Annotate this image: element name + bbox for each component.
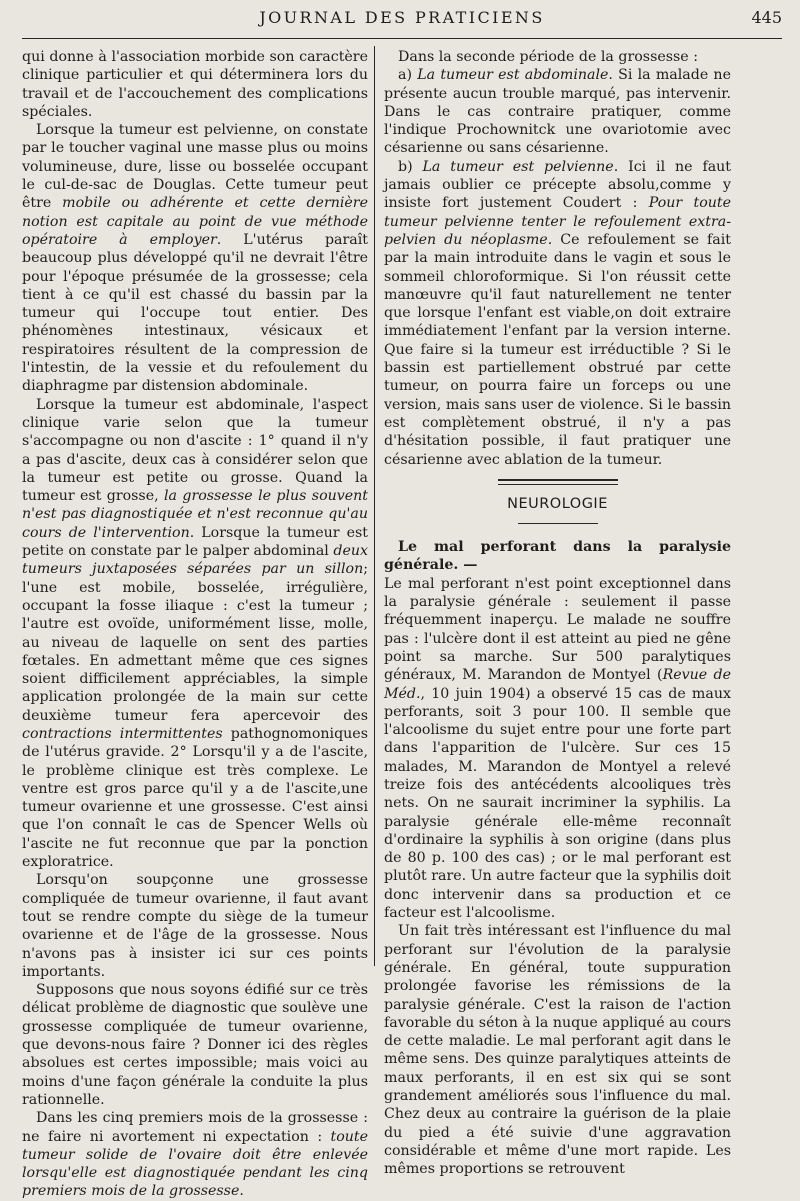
text-run: Dans la seconde période de la grossesse : (398, 49, 698, 65)
italic-text: mobile ou adhérente et cette dernière notion est capitale au point de vue méthode opératoire à employer (22, 195, 368, 248)
text-run: . L'utérus paraît beaucoup plus développé qu'il ne devrait l'être pour l'époque présumée de la grossesse; cela tient à ce qu'il est chassé du bassin par la tumeur qui l'occupe tout entier. Des phénomènes intestinaux, vésicaux et respiratoires résultent de la compression de l'intestin, de la vessie et du refoulement du diaphragme par distension abdominale. (22, 231, 368, 395)
paragraph (384, 48, 731, 66)
paragraph (384, 575, 731, 923)
text-run: . Ce refoulement se fait par la main introduite dans le vagin et sous le sommeil chloroformique. Si l'on réussit cette manœuvre qu'il faut naturellement ne tenter que lorsque l'enfant est viable,on doit extraire immédiatement l'enfant par la version interne. Que faire si la tumeur est irréductible ? Si le bassin est partiellement obstrué par cette tumeur, on pourra faire un forceps ou une version, mais sans user de violence. Si le bassin est complètement obstrué, il n'y a pas d'hésitation possible, il faut pratiquer une césarienne avec ablation de la tumeur. (384, 231, 732, 468)
text-run: Lorsque la tumeur est pelvienne, on constate par le toucher vaginal une masse plus ou moins volumineuse, dure, lisse ou bosselée occupant le cul-de-sac de Douglas. Cette tumeur peut être (22, 122, 368, 212)
column-divider (374, 46, 375, 966)
text-run: . Lorsque la tumeur est petite on constate par le palper abdominal (22, 524, 368, 560)
text-run: . (239, 1183, 244, 1200)
italic-text: toute tumeur solide de l'ovaire doit être enlevée lorsqu'elle est diagnostiquée pendant les cinq premiers mois de la grossesse (22, 1128, 368, 1200)
section-rule-thick (498, 479, 618, 481)
italic-text: la grossesse le plus souvent n'est pas diagnostiquée et n'est reconnue qu'au cours de l'intervention (22, 488, 369, 541)
text-run: qui donne à l'association morbide son caractère clinique particulier et qui déterminera lors du travail et de l'accouchement des complications spéciales. (22, 49, 368, 120)
paragraph (384, 66, 731, 157)
header-rule (22, 38, 782, 39)
italic-text: Pour toute tumeur pelvienne tenter le refoulement extra-pelvien du néoplasme (384, 195, 732, 248)
right-column-top-text (384, 48, 731, 469)
right-column-article-text (384, 575, 731, 1179)
section-title: NEUROLOGIE (507, 495, 608, 512)
text-run: , 10 juin 1904) a observé 15 cas de maux perforants, soit 3 pour 100. Il semble que l'alcoolisme du sujet entre pour une forte part dans l'apparition de l'ulcère. Sur ces 15 malades, M. Marandon de Montyel a relevé treize fois des antécédents alcooliques très nets. On ne saurait incriminer la syphilis. La paralysie générale elle-même reconnaît d'ordinaire la syphilis à son origine (dans plus de 80 p. 100 des cas) ; or le mal perforant est plutôt rare. Un autre facteur que la syphilis doit donc intervenir dans sa production et ce facteur est l'alcoolisme. (384, 685, 731, 922)
text-run: . Si la malade ne présente aucun trouble marqué, pas intervenir. Dans le cas contraire pratiquer, comme l'indique Prochownitck une ovariotomie avec césarienne ou sans césarienne. (384, 67, 731, 157)
paragraph (384, 158, 731, 469)
right-column (384, 48, 731, 1179)
paragraph (22, 396, 368, 872)
paragraph (22, 871, 368, 981)
paragraph (22, 121, 368, 395)
paragraph (22, 48, 368, 121)
journal-title: JOURNAL DES PRATICIENS (259, 8, 545, 27)
text-run: Lorsque la tumeur est abdominale, l'aspect clinique varie selon que la tumeur s'accompagne ou non d'ascite : 1° quand il n'y a pas d'ascite, deux cas à considérer selon que la tumeur est petite ou grosse. Quand la tumeur est grosse, (22, 396, 368, 505)
text-run: . Ici il ne faut jamais oublier ce précepte absolu,comme y insiste fort justement Coudert : (384, 158, 731, 212)
section-rule-short (518, 523, 598, 524)
text-run: b) (398, 158, 423, 175)
page-number: 445 (751, 8, 782, 27)
text-run: Le mal perforant n'est point exceptionnel dans la paralysie générale : seulement il passe fréquemment inaperçu. Le malade ne souffre pas : l'ulcère dont il est atteint au pied ne gêne point sa marche. Sur 500 paralytiques généraux, M. Marandon de Montyel ( (384, 575, 731, 684)
text-run: Dans les cinq premiers mois de la grossesse : ne faire ni avortement ni expectation : (22, 1110, 368, 1145)
section-rule-thin (498, 484, 618, 485)
italic-text: La tumeur est pelvienne (422, 158, 614, 175)
italic-text: deux tumeurs juxtaposées séparées par un sillon (22, 543, 368, 578)
italic-text: Revue de Méd. (384, 667, 731, 702)
article-title: Le mal perforant dans la paralysie générale. — (384, 539, 731, 574)
text-run: Supposons que nous soyons édifié sur ce très délicat problème de diagnostic que soulève une grossesse compliquée de tumeur ovarienne, que devons-nous faire ? Donner ici des règles absolues est certes impossible; mais voici au moins d'une façon générale la conduite la plus rationnelle. (22, 982, 368, 1108)
text-run: pathognomoniques de l'utérus gravide. 2° Lorsqu'il y a de l'ascite, le problème clinique est très complexe. Le ventre est gros parce qu'il y a de l'ascite,une tumeur ovarienne et une grossesse. C'est ainsi que l'on connaît le cas de Spencer Wells où l'ascite ne fut reconnue que par la ponction exploratrice. (22, 725, 368, 871)
text-run: a) (398, 67, 418, 84)
page-header (22, 8, 782, 34)
text-run: Un fait très intéressant est l'influence du mal perforant sur l'évolution de la paralysie générale. En général, toute suppuration prolongée favorise les rémissions de la paralysie générale. C'est la raison de l'action favorable du séton à la nuque appliqué au cours de cette maladie. Le mal perforant agit dans le même sens. Des quinze paralytiques atteints de maux perforants, il en est six qui se sont grandement améliorés sous l'influence du mal. Chez deux au contraire la guérison de la plaie du pied a été suivie d'une aggravation considérable et même d'une mort rapide. Les mêmes proportions se retrouvent (384, 923, 731, 1178)
italic-text: La tumeur est abdominale (417, 67, 609, 84)
text-run: ; l'une est mobile, bosselée, irrégulière, occupant la fosse iliaque : c'est la tumeur ; l'autre est ovoïde, uniformément lisse, molle, au niveau de laquelle on sent des parties fœtales. En admettant même que ces signes soient difficilement appréciables, la simple application prolongée de la main sur cette deuxième tumeur fera apercevoir des (22, 561, 368, 724)
left-column (22, 48, 368, 1201)
italic-text: contractions intermittentes (22, 725, 223, 742)
text-run: Lorsqu'on soupçonne une grossesse compliquée de tumeur ovarienne, il faut avant tout se rendre compte du siège de la tumeur ovarienne et de l'âge de la grossesse. Nous n'avons pas à insister ici sur ces points importants. (22, 872, 368, 980)
paragraph (22, 1109, 368, 1200)
paragraph (384, 922, 731, 1178)
paragraph (22, 981, 368, 1109)
